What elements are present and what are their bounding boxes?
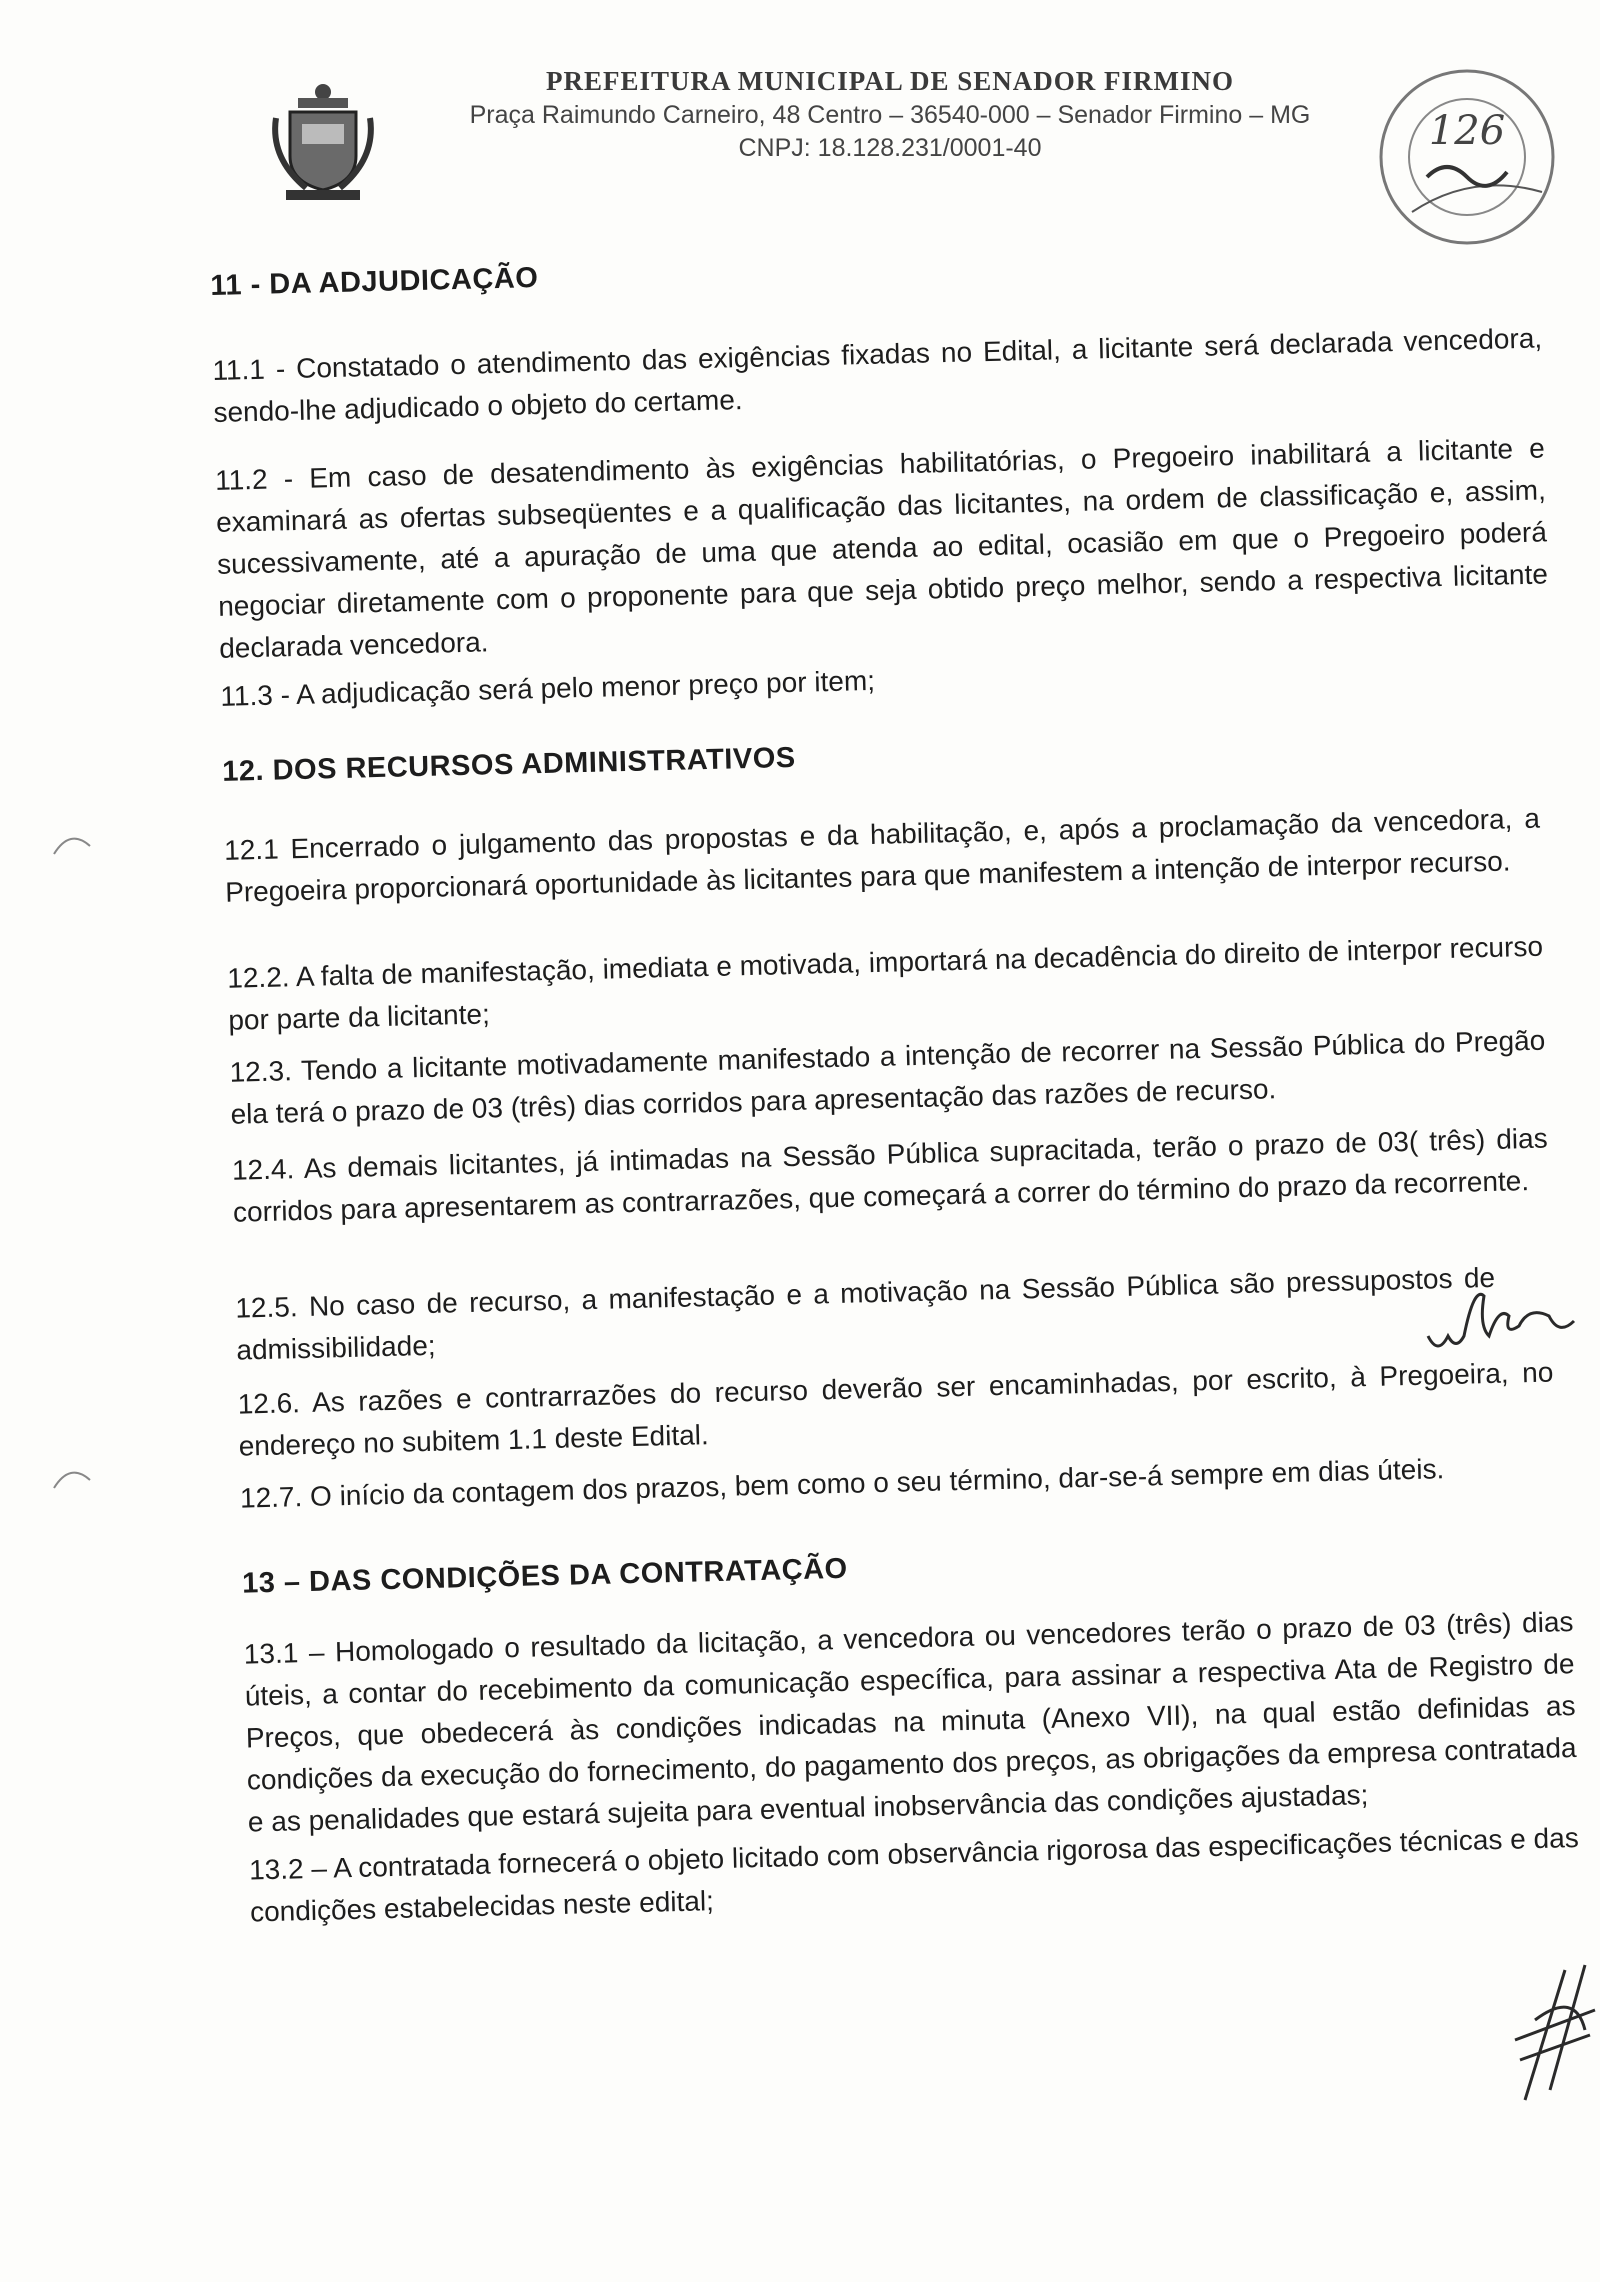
stamp-number: 126 (1428, 108, 1506, 154)
commission-stamp-icon (1372, 62, 1562, 252)
scan-mark-icon (52, 1462, 92, 1492)
letterhead-title: PREFEITURA MUNICIPAL DE SENADOR FIRMINO (545, 66, 1235, 96)
document-body (210, 237, 1580, 1928)
handwritten-signature-icon (1505, 1960, 1600, 2110)
letterhead-cnpj: CNPJ: 18.128.231/0001-40 (738, 134, 1042, 162)
section-13-title: 13 – DAS CONDIÇÕES DA CONTRATAÇÃO (241, 1552, 849, 1600)
paragraph-12-3: 12.3. Tendo a licitante motivadamente manifestado a intenção de recorrer na Sessão Pública do Pregão ela terá o prazo de 03 (três) dias corridos para apresentação das razões de recurso. (229, 1024, 1546, 1130)
paragraph-12-7: 12.7. O início da contagem dos prazos, bem como o seu término, dar-se-á sempre em dias úteis. (239, 1453, 1445, 1514)
letterhead (440, 66, 1340, 163)
paragraph-12-6: 12.6. As razões e contrarrazões do recurso deverão ser encaminhadas, por escrito, à Pregoeira, no endereço no subitem 1.1 deste Edital. (237, 1356, 1554, 1462)
paragraph-11-3: 11.3 - A adjudicação será pelo menor preço por item; (220, 664, 876, 712)
paragraph-12-5: 12.5. No caso de recurso, a manifestação e a motivação na Sessão Pública são pressupostos de admissibilidade; (234, 1261, 1496, 1366)
section-11-title: 11 - DA ADJUDICAÇÃO (210, 261, 539, 302)
paragraph-13-1: 13.1 – Homologado o resultado da licitação, a vencedora ou vencedores terão o prazo de 03 (três) dias úteis, a contar do recebimento da comunicação específica, para assinar a respectiva Ata de Registro de Preços, que obedecerá às condições indicadas na minuta (Anexo VII), na qual estão definidas as condições da execução do fornecimento, do pagamento dos preços, as obrigações da empresa contratada e as penalidades que estará sujeita para eventual inobservância das condições ajustadas; (243, 1606, 1577, 1838)
municipal-coat-of-arms-icon (268, 78, 378, 208)
paragraph-11-1: 11.1 - Constatado o atendimento das exigências fixadas no Edital, a licitante será declarada vencedora, sendo-lhe adjudicado o objeto do certame. (212, 322, 1543, 428)
letterhead-address: Praça Raimundo Carneiro, 48 Centro – 36540-000 – Senador Firmino – MG (469, 101, 1311, 129)
scan-mark-icon (52, 828, 92, 858)
paragraph-12-1: 12.1 Encerrado o julgamento das propostas e da habilitação, e, após a proclamação da vencedora, a Pregoeira proporcionará oportunidade às licitantes para que manifestem a intenção de interpor recurso. (223, 802, 1541, 908)
handwritten-initials-icon (1418, 1276, 1600, 1366)
paragraph-12-4: 12.4. As demais licitantes, já intimadas na Sessão Pública supracitada, terão o prazo de 03( três) dias corridos para apresentarem as contrarrazões, que começará a correr do término do prazo da recorrente. (231, 1122, 1548, 1228)
section-12-title: 12. DOS RECURSOS ADMINISTRATIVOS (221, 741, 797, 788)
paragraph-13-2: 13.2 – A contratada fornecerá o objeto licitado com observância rigorosa das especificações técnicas e das condições estabelecidas neste edital; (248, 1822, 1580, 1928)
paragraph-11-2: 11.2 - Em caso de desatendimento às exigências habilitatórias, o Pregoeiro inabilitará a licitante e examinará as ofertas subseqüentes e a qualificação das licitantes, na ordem de classificação e, assim, sucessivamente, até a apuração de uma que atenda ao edital, ocasião em que o Pregoeiro poderá negociar diretamente com o proponente para que seja obtido preço melhor, sendo a respectiva licitante declarada vencedora. (214, 432, 1549, 664)
paragraph-12-2: 12.2. A falta de manifestação, imediata e motivada, importará na decadência do direito de interpor recurso por parte da licitante; (226, 930, 1544, 1036)
